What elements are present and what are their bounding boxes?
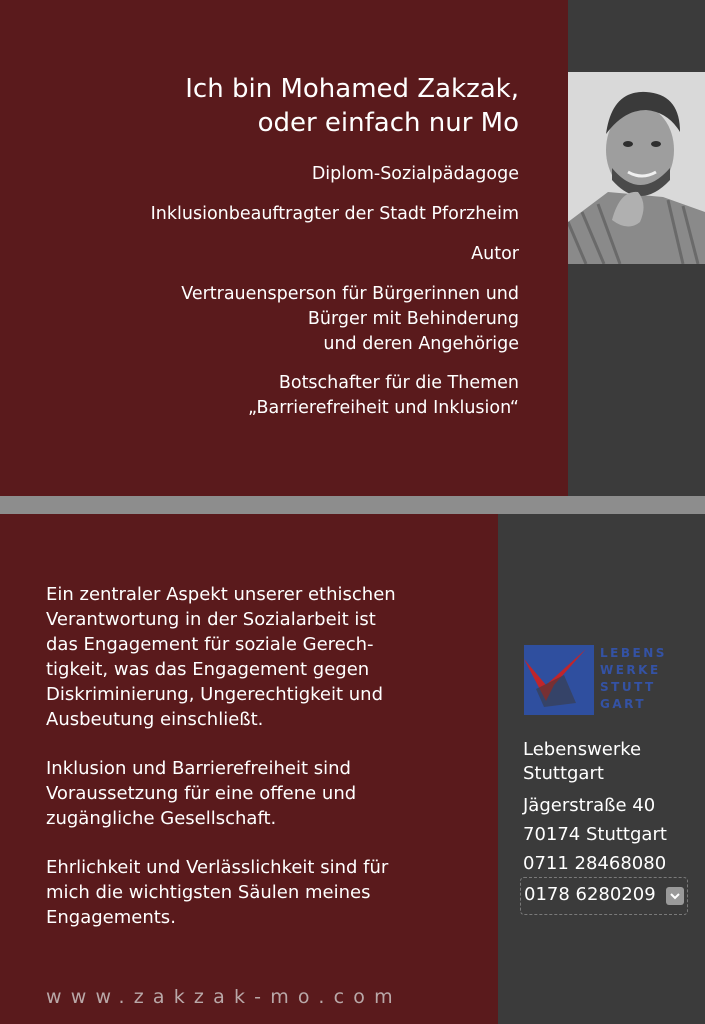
statement-paragraph-2: Inklusion und Barrierefreiheit sind Voraussetzung für eine offene und zugängliche Gesellschaft. <box>46 758 357 829</box>
contact-city: 70174 Stuttgart <box>523 824 667 845</box>
portrait-photo <box>568 72 705 264</box>
contact-phone-landline[interactable]: 0711 28468080 <box>523 853 667 874</box>
divider <box>0 496 705 514</box>
contact-phone-mobile-selection[interactable] <box>520 877 688 915</box>
website-link[interactable]: www.zakzak-mo.com <box>46 986 402 1008</box>
role-item: Diplom-Sozialpädagoge <box>311 164 519 184</box>
contact-phone-mobile[interactable]: 0178 6280209 <box>524 884 656 905</box>
contact-block <box>523 738 698 881</box>
role-item: Autor <box>471 244 519 264</box>
roles-list <box>39 162 519 435</box>
role-item: Inklusionbeauftragter der Stadt Pforzheim <box>150 204 519 224</box>
contact-organization: Lebenswerke Stuttgart <box>523 739 642 784</box>
chevron-down-icon[interactable] <box>666 887 684 905</box>
contact-street: Jägerstraße 40 <box>523 795 656 816</box>
role-item: Botschafter für die Themen „Barrierefreiheit und Inklusion“ <box>248 373 519 418</box>
lebenswerke-logo <box>524 645 674 717</box>
statement-paragraph-1: Ein zentraler Aspekt unserer ethischen Verantwortung in der Sozialarbeit ist das Engagement für soziale Gerech- tigkeit, was das Engagement gegen Diskriminierung, Ungerechtigkeit und Ausbeutung einschließt. <box>46 584 396 730</box>
headline <box>49 72 519 140</box>
headline-line-2: oder einfach nur Mo <box>257 108 519 138</box>
role-item: Vertrauensperson für Bürgerinnen und Bürger mit Behinderung und deren Angehörige <box>181 284 519 354</box>
logo-mark-icon <box>524 645 594 715</box>
headline-line-1: Ich bin Mohamed Zakzak, <box>185 74 519 104</box>
statement-paragraph-3: Ehrlichkeit und Verlässlichkeit sind für mich die wichtigsten Säulen meines Engagements. <box>46 857 389 928</box>
logo-wordmark: LEBENS WERKE STUTT GART <box>600 646 667 711</box>
